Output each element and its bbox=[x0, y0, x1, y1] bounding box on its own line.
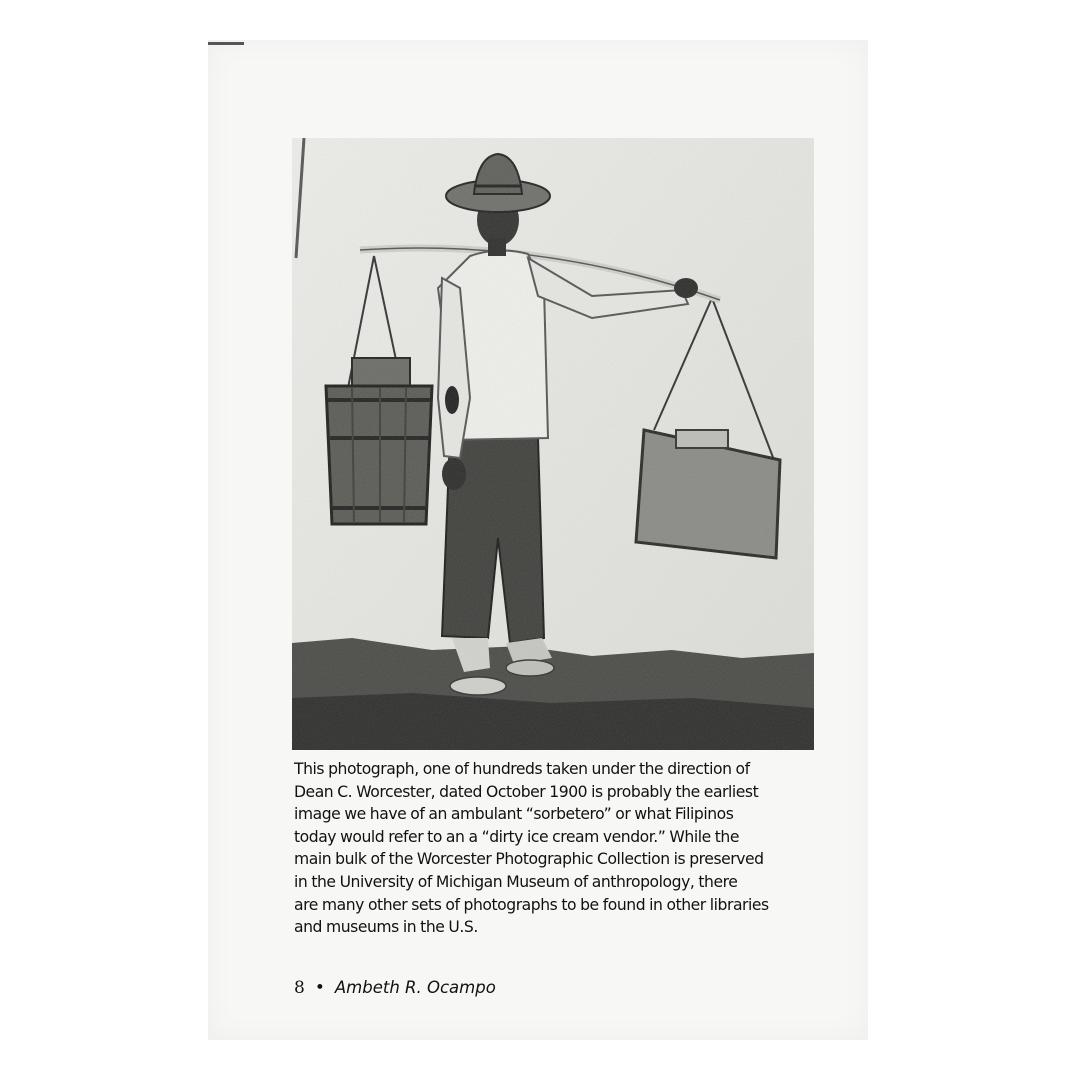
vendor-photograph bbox=[292, 138, 814, 750]
footer-separator: • bbox=[314, 978, 325, 998]
caption-line: This photograph, one of hundreds taken under the direction of bbox=[294, 760, 750, 778]
caption-line: image we have of an ambulant “sorbetero” or what Filipinos bbox=[294, 805, 734, 824]
photo-caption bbox=[294, 758, 818, 939]
caption-line: Dean C. Worcester, dated October 1900 is probably the earliest bbox=[294, 782, 759, 801]
author-name: Ambeth R. Ocampo bbox=[334, 978, 496, 997]
caption-line: and museums in the U.S. bbox=[294, 918, 478, 937]
page-footer bbox=[294, 978, 496, 998]
caption-line: main bulk of the Worcester Photographic Collection is preserved bbox=[294, 850, 764, 869]
caption-line: in the University of Michigan Museum of anthropology, there bbox=[294, 872, 738, 891]
caption-line: today would refer to an a “dirty ice cream vendor.” While the bbox=[294, 827, 739, 846]
caption-line: are many other sets of photographs to be found in other libraries bbox=[294, 895, 769, 914]
page-edge-mark bbox=[208, 42, 244, 45]
vendor-photograph-drawing bbox=[292, 138, 814, 750]
page-number: 8 bbox=[294, 978, 305, 998]
